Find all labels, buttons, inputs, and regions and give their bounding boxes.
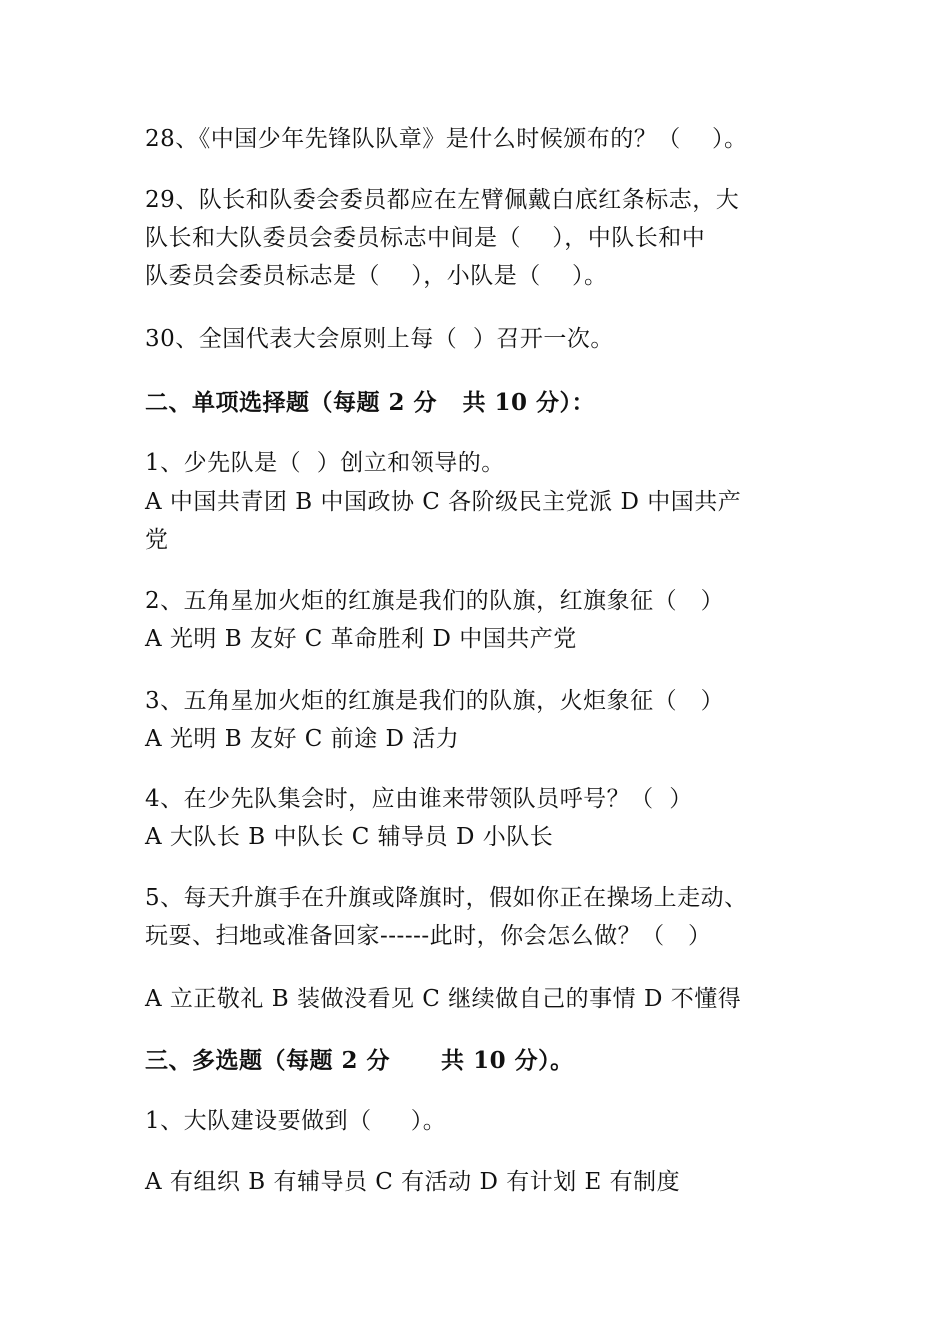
question-30: 30、全国代表大会原则上每（ ）召开一次。	[145, 326, 614, 352]
s2-question-4-options: A 大队长 B 中队长 C 辅导员 D 小队长	[145, 824, 554, 850]
question-29-line-2: 队长和大队委员会委员标志中间是（ ），中队长和中	[145, 225, 706, 251]
s2-question-5-line-2: 玩耍、扫地或准备回家------此时，你会怎么做？（ ）	[145, 923, 712, 949]
s3-question-1-options: A 有组织 B 有辅导员 C 有活动 D 有计划 E 有制度	[145, 1169, 681, 1195]
s2-question-1-options: A 中国共青团 B 中国政协 C 各阶级民主党派 D 中国共产	[145, 489, 742, 515]
s3-question-1: 1、大队建设要做到（ ）。	[145, 1108, 447, 1134]
s2-question-4: 4、在少先队集会时，应由谁来带领队员呼号？（ ）	[145, 786, 693, 812]
s2-question-3: 3、五角星加火炬的红旗是我们的队旗，火炬象征（ ）	[145, 688, 725, 714]
s2-question-2-options: A 光明 B 友好 C 革命胜利 D 中国共产党	[145, 626, 577, 652]
section-2-heading: 二、单项选择题（每题 2 分 共 10 分）：	[145, 389, 596, 416]
s2-question-5-line-1: 5、每天升旗手在升旗或降旗时，假如你正在操场上走动、	[145, 885, 748, 911]
question-29-line-1: 29、队长和队委会委员都应在左臂佩戴白底红条标志，大	[145, 187, 740, 213]
s2-question-1-options-cont: 党	[145, 527, 169, 553]
s2-question-5-options: A 立正敬礼 B 装做没看见 C 继续做自己的事情 D 不懂得	[145, 986, 742, 1012]
s2-question-2: 2、五角星加火炬的红旗是我们的队旗，红旗象征（ ）	[145, 588, 725, 614]
s2-question-3-options: A 光明 B 友好 C 前途 D 活力	[145, 726, 460, 752]
question-29-line-3: 队委员会委员标志是（ ），小队是（ ）。	[145, 263, 608, 289]
question-28: 28、《中国少年先锋队队章》是什么时候颁布的？（ ）。	[145, 126, 748, 152]
s2-question-1: 1、少先队是（ ）创立和领导的。	[145, 450, 505, 476]
section-3-heading: 三、多选题（每题 2 分 共 10 分）。	[145, 1047, 574, 1074]
